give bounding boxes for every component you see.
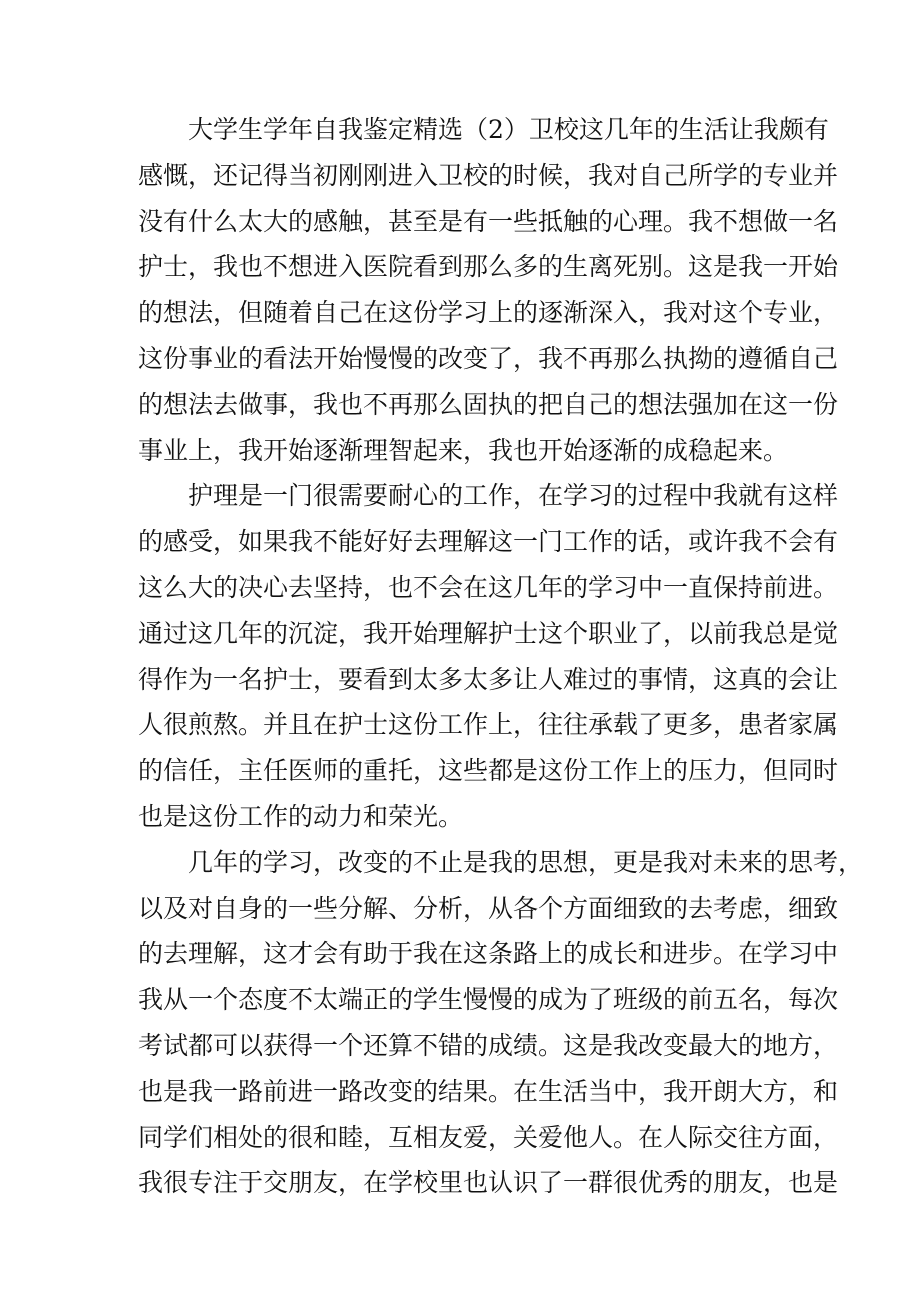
text-line: 大学生学年自我鉴定精选（2）卫校这几年的生活让我颇有: [188, 115, 829, 144]
text-line: 感慨，还记得当初刚刚进入卫校的时候，我对自己所学的专业并: [138, 160, 839, 190]
text-line: 的想法去做事，我也不再那么固执的把自己的想法强加在这一份: [138, 389, 839, 419]
text-line: 的想法，但随着自己在这份学习上的逐渐深入，我对这个专业，: [138, 298, 839, 328]
text-line: 护士，我也不想进入医院看到那么多的生离死别。这是我一开始: [138, 252, 839, 282]
text-line: 的信任，主任医师的重托，这些都是这份工作上的压力，但同时: [138, 756, 839, 786]
text-line: 这份事业的看法开始慢慢的改变了，我不再那么执拗的遵循自己: [138, 343, 839, 373]
text-line: 的感受，如果我不能好好去理解这一门工作的话，或许我不会有: [138, 527, 839, 557]
text-line: 通过这几年的沉淀，我开始理解护士这个职业了，以前我总是觉: [138, 618, 839, 648]
text-line: 的去理解，这才会有助于我在这条路上的成长和进步。在学习中: [138, 939, 839, 969]
text-line: 同学们相处的很和睦，互相友爱，关爱他人。在人际交往方面，: [138, 1122, 839, 1152]
text-line: 几年的学习，改变的不止是我的思想，更是我对未来的思考，: [188, 847, 864, 877]
paragraph-3: [138, 840, 864, 1206]
text-line: 人很煎熬。并且在护士这份工作上，往往承载了更多，患者家属: [138, 710, 839, 740]
text-line: 事业上，我开始逐渐理智起来，我也开始逐渐的成稳起来。: [138, 435, 789, 465]
paragraph-1: [138, 107, 839, 473]
text-line: 护理是一门很需要耐心的工作，在学习的过程中我就有这样: [188, 481, 839, 511]
text-line: 这么大的决心去坚持，也不会在这几年的学习中一直保持前进。: [138, 572, 839, 602]
text-line: 也是这份工作的动力和荣光。: [138, 801, 464, 831]
text-line: 也是我一路前进一路改变的结果。在生活当中，我开朗大方，和: [138, 1076, 839, 1106]
text-line: 我很专注于交朋友，在学校里也认识了一群很优秀的朋友，也是: [138, 1168, 839, 1198]
text-line: 没有什么太大的感触，甚至是有一些抵触的心理。我不想做一名: [138, 206, 839, 236]
text-line: 得作为一名护士，要看到太多太多让人难过的事情，这真的会让: [138, 664, 839, 694]
text-line: 考试都可以获得一个还算不错的成绩。这是我改变最大的地方，: [138, 1030, 839, 1060]
text-line: 以及对自身的一些分解、分析，从各个方面细致的去考虑，细致: [138, 893, 839, 923]
text-line: 我从一个态度不太端正的学生慢慢的成为了班级的前五名，每次: [138, 985, 839, 1015]
document-body: [138, 107, 864, 1206]
paragraph-2: [138, 473, 839, 839]
